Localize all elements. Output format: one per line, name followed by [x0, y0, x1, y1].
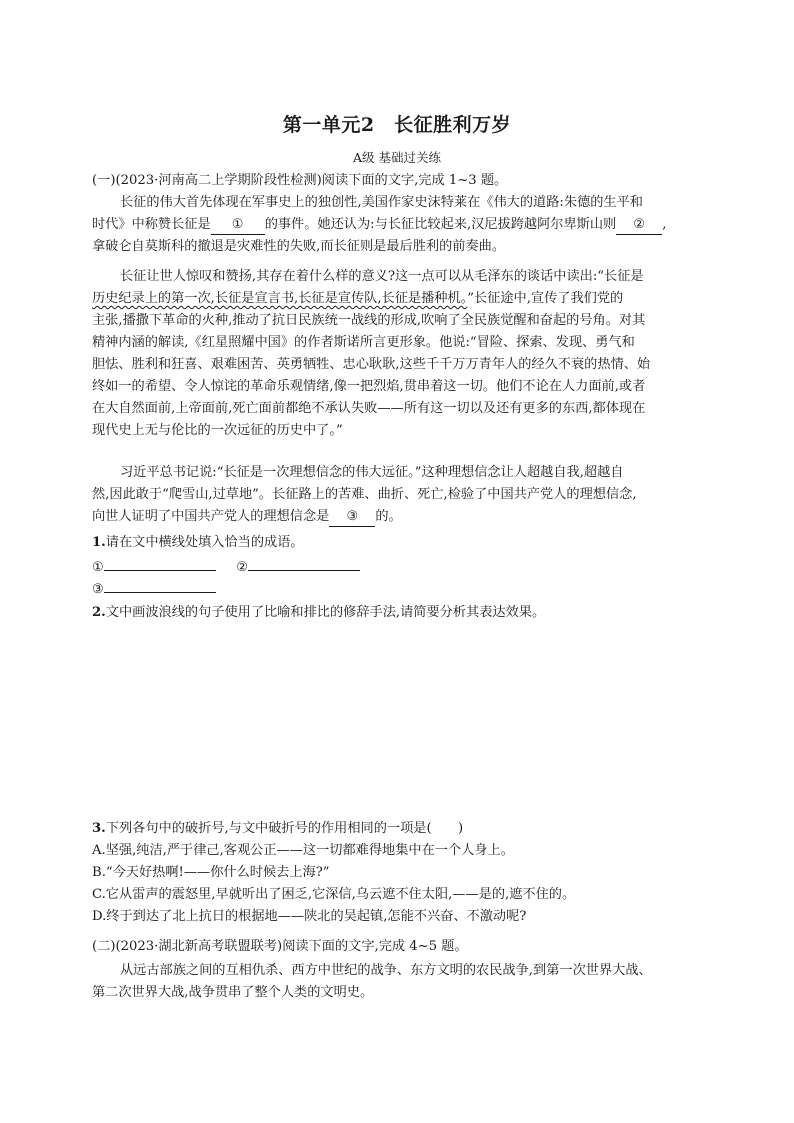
question-number: 1.: [92, 535, 106, 550]
fill-blank-2: ②: [616, 216, 662, 235]
question-3: [92, 818, 692, 928]
passage-line: 胆怯、胜利和狂喜、艰难困苦、英勇牺牲、忠心耿耿,这些千千万万青年人的经久不衰的热情、始: [92, 357, 651, 372]
answer-line-row-2: ③: [92, 578, 692, 601]
section-level-label: A级 基础过关练: [352, 150, 441, 165]
answer-line-1[interactable]: [104, 556, 216, 571]
option-b[interactable]: B.“今天好热啊!——你什么时候去上海?”: [92, 865, 330, 880]
question-number: 3.: [92, 821, 106, 836]
fill-blank-1: ①: [211, 216, 265, 235]
passage-paragraph-1: [92, 192, 692, 258]
passage-line: 主张,播撒下革命的火种,推动了抗日民族统一战线的形成,吹响了全民族觉醒和奋起的号角。对其: [92, 313, 646, 328]
question-text: 请在文中横线处填入恰当的成语。: [105, 535, 304, 550]
passage-line: 长征的伟大首先体现在军事史上的独创性,美国作家史沫特莱在《伟大的道路:朱德的生平和: [120, 195, 643, 210]
passage-paragraph-4: [92, 960, 692, 1004]
answer-line-2[interactable]: [248, 556, 360, 571]
passage-line: 在大自然面前,上帝面前,死亡面前都绝不承认失败——所有这一切以及还有更多的东西,都体现在: [92, 401, 646, 416]
answer-line-row-1: ① ②: [92, 556, 692, 579]
passage-line: 现代史上无与伦比的一次远征的历史中了。”: [92, 423, 343, 438]
option-d[interactable]: D.终于到达了北上抗日的根据地——陕北的吴起镇,怎能不兴奋、不激动呢?: [92, 909, 527, 924]
section-2-header: (二)(2023·湖北新高考联盟联考)阅读下面的文字,完成 4~5 题。: [92, 939, 468, 954]
passage-line: 历史纪录上的第一次,长征是宣言书,长征是宣传队,长征是播种机。”长征途中,宣传了我们党的: [92, 291, 624, 306]
wavy-underlined-sentence: 历史纪录上的第一次,长征是宣言书,长征是宣传队,长征是播种机。: [92, 291, 468, 306]
option-a[interactable]: A.坚强,纯洁,严于律己,客观公正——这一切都难得地集中在一个人身上。: [92, 843, 514, 858]
passage-line: 时代》中称赞长征是 ① 的事件。她还认为:与长征比较起来,汉尼拔跨越阿尔卑斯山则 ② ,: [92, 214, 692, 236]
answer-line-3[interactable]: [104, 578, 216, 593]
passage-line: 向世人证明了中国共产党人的理想信念是 ③ 的。: [92, 506, 692, 528]
passage-line: 第二次世界大战,战争贯串了整个人类的文明史。: [92, 985, 374, 1000]
question-number: 2.: [92, 605, 106, 620]
section-1-header: (一)(2023·河南高二上学期阶段性检测)阅读下面的文字,完成 1~3 题。: [92, 173, 508, 188]
passage-paragraph-2: [92, 266, 692, 442]
question-2: [92, 602, 692, 624]
question-text: 文中画波浪线的句子使用了比喻和排比的修辞手法,请简要分析其表达效果。: [105, 605, 546, 620]
option-c[interactable]: C.它从雷声的震怒里,早就听出了困乏,它深信,乌云遮不住太阳,——是的,遮不住的。: [92, 887, 576, 902]
passage-line: 习近平总书记说:“长征是一次理想信念的伟大远征。”这种理想信念让人超越自我,超越自: [120, 465, 624, 480]
fill-blank-3: ③: [329, 508, 375, 527]
question-1: [92, 532, 692, 554]
passage-line: 然,因此敢于“爬雪山,过草地”。长征路上的苦难、曲折、死亡,检验了中国共产党人的理想信念,: [92, 487, 637, 502]
passage-line: 精神内涵的解读,《红星照耀中国》的作者斯诺所言更形象。他说:“冒险、探索、发现、勇气和: [92, 335, 635, 350]
passage-line: 拿破仑自莫斯科的撤退是灾难性的失败,而长征则是最后胜利的前奏曲。: [92, 239, 506, 254]
question-text: 下列各句中的破折号,与文中破折号的作用相同的一项是( ): [105, 821, 464, 836]
passage-line: 终如一的希望、令人惊诧的革命乐观情绪,像一把烈焰,贯串着这一切。他们不论在人力面前,或者: [92, 379, 646, 394]
page-title: 第一单元2 长征胜利万岁: [282, 114, 512, 136]
passage-paragraph-3: [92, 462, 692, 528]
answer-space[interactable]: [92, 628, 692, 814]
passage-line: 从远古部族之间的互相仇杀、西方中世纪的战争、东方文明的农民战争,到第一次世界大战、: [120, 963, 652, 978]
passage-line: 长征让世人惊叹和赞扬,其存在着什么样的意义?这一点可以从毛泽东的谈话中读出:“长征是: [120, 269, 644, 284]
